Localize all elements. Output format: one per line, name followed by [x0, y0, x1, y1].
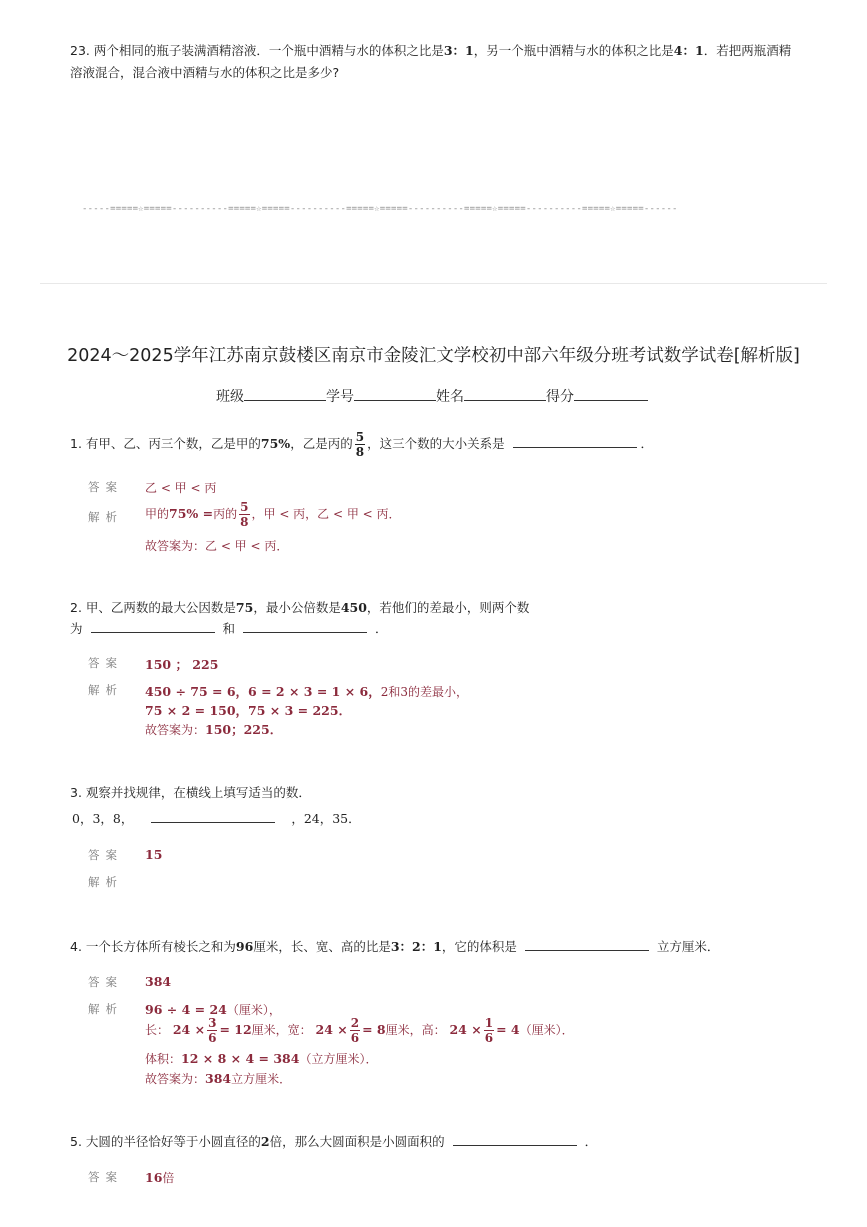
q5-answer-label: 答案	[88, 1170, 123, 1184]
q1-percent: 75%	[260, 436, 291, 451]
q4-a-high: 厘米，高：	[385, 1023, 446, 1037]
q3-sequence	[72, 808, 361, 830]
q1-text-b: ，乙是丙的	[290, 436, 353, 451]
q23-text-c: ．若把两瓶酒精	[703, 43, 792, 58]
q1-answer-label: 答案	[88, 480, 123, 494]
q4-a-l3b: 12 × 8 × 4 = 384	[181, 1051, 300, 1066]
q2-analysis-line1	[145, 682, 468, 700]
q1-analysis-line2: 故答案为：乙 < 甲 < 丙．	[145, 539, 289, 553]
q2-gcd: 75	[235, 600, 254, 615]
q1-analysis-frac-den: 8	[240, 515, 249, 529]
q4-text-a: 4. 一个长方体所有棱长之和为	[70, 939, 236, 954]
q4-a-eq1: = 12	[219, 1022, 252, 1037]
q5-blank[interactable]	[453, 1133, 577, 1146]
q2-text-b: ，最小公倍数是	[253, 600, 341, 615]
q4-frac-2	[350, 1016, 360, 1045]
q4-text-c: ，它的体积是	[441, 939, 517, 954]
q5-end: ．	[584, 1134, 598, 1149]
q4-text-d: 立方厘米．	[656, 939, 720, 954]
q3-answer: 15	[145, 847, 163, 862]
score-label: 得分	[546, 389, 574, 405]
q4-a-l1a: 96 ÷ 4 = 24	[145, 1002, 227, 1017]
q2-text-f: ．	[374, 621, 388, 636]
q5-text-b: 倍，那么大圆面积是小圆面积的	[269, 1134, 445, 1149]
q5-answer	[145, 1169, 174, 1186]
q1-text-a: 1. 有甲、乙、丙三个数，乙是甲的	[70, 436, 261, 451]
q5-two: 2	[260, 1134, 270, 1149]
q1-text-c: ，这三个数的大小关系是	[367, 436, 505, 451]
q3-answer-label: 答案	[88, 848, 123, 862]
q5-text	[70, 1131, 597, 1153]
q23-ratio-2: 4：1	[673, 43, 704, 58]
q4-frac-3	[484, 1016, 494, 1045]
q3-seq-a: 0，3，8，	[72, 811, 134, 826]
page-title: 2024～2025学年江苏南京鼓楼区南京市金陵汇文学校初中部六年级分班考试数学试卷[解析版]	[67, 346, 800, 366]
q2-analysis-a3a: 故答案为：	[145, 723, 206, 737]
q4-f1-den: 6	[208, 1031, 217, 1045]
q2-text-d: 为	[70, 621, 83, 636]
q4-a-l4a: 故答案为：	[145, 1072, 206, 1086]
q4-answer-label: 答案	[88, 975, 123, 989]
q4-text-b: 厘米，长、宽、高的比是	[253, 939, 391, 954]
name-label: 姓名	[436, 389, 464, 405]
class-label: 班级	[216, 389, 244, 405]
q4-a-long: 长：	[145, 1023, 170, 1037]
q4-a-end: （厘米）．	[519, 1023, 574, 1037]
q1-analysis-c: ，甲 < 丙，乙 < 甲 < 丙．	[251, 507, 401, 521]
q4-text	[70, 936, 719, 958]
q23-line2: 溶液混合，混合液中酒精与水的体积之比是多少?	[70, 65, 340, 80]
q4-f2-num: 2	[350, 1016, 360, 1030]
q2-line1	[70, 597, 529, 619]
q2-analysis-a3b: 150；225．	[205, 722, 283, 737]
q1-frac-num: 5	[355, 430, 365, 444]
id-label: 学号	[326, 389, 354, 405]
q1-analysis-frac-num: 5	[240, 500, 249, 514]
q1-answer-blank[interactable]	[513, 435, 637, 448]
q2-text-c: ，若他们的差最小，则两个数	[366, 600, 530, 615]
q2-answer-label: 答案	[88, 656, 123, 670]
q1-analysis-b: 丙的	[213, 507, 238, 521]
class-field[interactable]	[244, 388, 326, 401]
q1-analysis-label: 解析	[88, 510, 123, 524]
q4-a-l4b: 384	[205, 1071, 232, 1086]
q4-a-l3c: （立方厘米）．	[299, 1052, 378, 1066]
q23-line1	[70, 40, 791, 62]
q4-analysis-line3	[145, 1050, 377, 1067]
q4-answer: 384	[145, 974, 172, 989]
q4-a-wide: 厘米，宽：	[251, 1023, 312, 1037]
q4-a-eq3: = 4	[496, 1022, 520, 1037]
q1-end: ．	[640, 436, 654, 451]
section-separator: -----=====☆=====----------=====☆=====----------=====☆=====----------=====☆=====----------=====☆=====------	[82, 204, 678, 214]
q2-line2	[70, 618, 387, 640]
q2-blank-1[interactable]	[91, 620, 215, 633]
q1-analysis-a: 甲的	[145, 507, 170, 521]
q1-analysis-pct: 75% =	[169, 506, 214, 521]
q5-text-a: 5. 大圆的半径恰好等于小圆直径的	[70, 1134, 261, 1149]
q4-a-eq2: = 8	[362, 1022, 386, 1037]
q2-analysis-a1b: 2和3的差最小，	[380, 685, 469, 699]
q2-text-a: 2. 甲、乙两数的最大公因数是	[70, 600, 236, 615]
q2-lcm: 450	[340, 600, 367, 615]
q4-analysis-line2	[145, 1016, 574, 1045]
page-divider	[40, 283, 827, 284]
q2-analysis-line3	[145, 720, 282, 738]
student-info-line	[216, 386, 648, 406]
q2-analysis-line2: 75 × 2 = 150，75 × 3 = 225．	[145, 703, 352, 718]
q4-frac-1	[207, 1016, 217, 1045]
q2-blank-2[interactable]	[243, 620, 367, 633]
q4-a-24c: 24 ×	[449, 1022, 482, 1037]
id-field[interactable]	[354, 388, 436, 401]
q4-analysis-label: 解析	[88, 1002, 123, 1016]
q1-frac-den: 8	[355, 445, 365, 459]
q4-f3-num: 1	[484, 1016, 494, 1030]
q1-analysis-fraction	[239, 500, 249, 529]
q1-fraction	[355, 430, 365, 459]
q3-blank[interactable]	[151, 810, 275, 823]
q5-answer-num: 16	[145, 1170, 163, 1185]
q4-analysis-line4	[145, 1070, 291, 1087]
q4-ratio: 3：2：1	[390, 939, 442, 954]
q23-ratio-1: 3：1	[443, 43, 474, 58]
q5-answer-unit: 倍	[162, 1171, 175, 1185]
score-field[interactable]	[574, 388, 648, 401]
q4-total: 96	[235, 939, 254, 954]
q4-a-l4c: 立方厘米．	[231, 1072, 292, 1086]
q4-a-24a: 24 ×	[172, 1022, 206, 1037]
q4-f3-den: 6	[484, 1031, 494, 1045]
q4-a-24b: 24 ×	[315, 1022, 348, 1037]
q4-blank[interactable]	[525, 938, 649, 951]
q1-analysis-line1	[145, 500, 401, 529]
q3-analysis-label: 解析	[88, 875, 123, 889]
q3-text: 3. 观察并找规律，在横线上填写适当的数．	[70, 785, 311, 800]
q23-text-a: 23. 两个相同的瓶子装满酒精溶液．一个瓶中酒精与水的体积之比是	[70, 43, 444, 58]
q4-f1-num: 3	[208, 1016, 217, 1030]
q4-a-l1b: （厘米），	[226, 1003, 281, 1017]
q2-answer: 150 ； 225	[145, 657, 219, 672]
q2-analysis-a1: 450 ÷ 75 = 6，6 = 2 × 3 = 1 × 6，	[145, 684, 381, 699]
q23-text-b: ，另一个瓶中酒精与水的体积之比是	[473, 43, 674, 58]
name-field[interactable]	[464, 388, 546, 401]
q3-seq-b: ，24，35．	[291, 811, 361, 826]
q2-analysis-label: 解析	[88, 683, 123, 697]
q1-answer: 乙 < 甲 < 丙	[145, 481, 217, 495]
q1-text	[70, 430, 653, 459]
q4-f2-den: 6	[350, 1031, 360, 1045]
q2-text-e: 和	[222, 621, 235, 636]
q4-a-l3a: 体积：	[145, 1052, 182, 1066]
